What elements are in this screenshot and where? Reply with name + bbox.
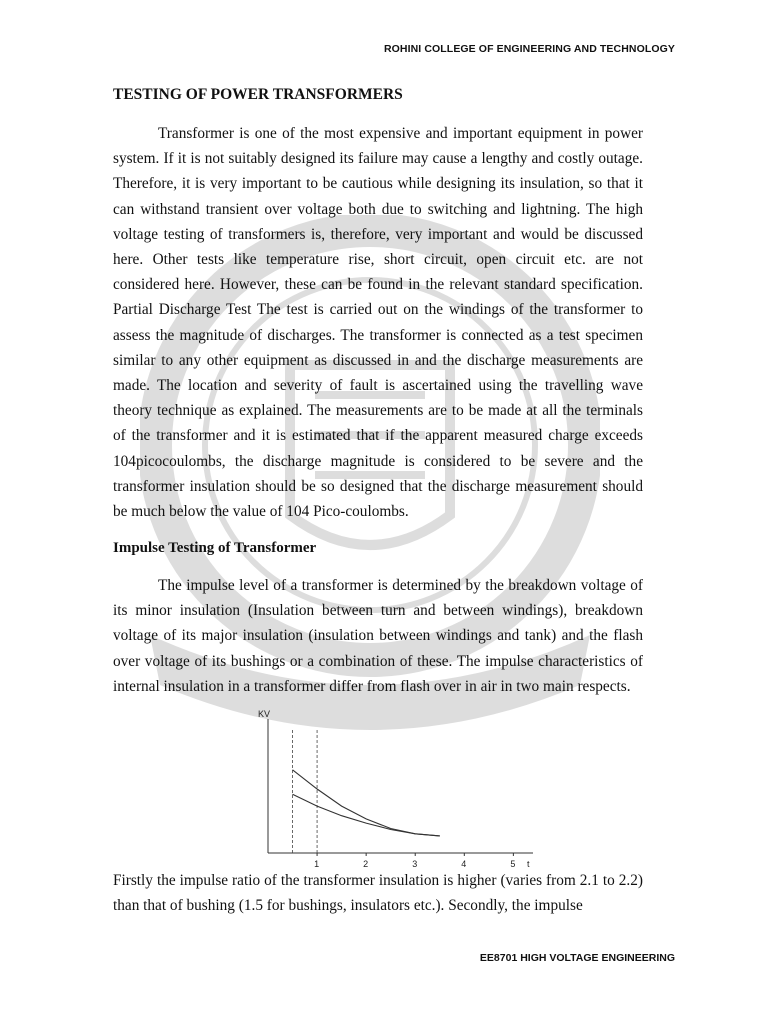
x-tick-label: 2 <box>363 859 369 869</box>
series-line-1 <box>293 770 440 836</box>
page-title: TESTING OF POWER TRANSFORMERS <box>113 86 403 103</box>
chart-svg <box>236 710 536 870</box>
x-tick-label: 3 <box>412 859 418 869</box>
x-axis-label: t <box>527 859 530 869</box>
section-heading: Impulse Testing of Transformer <box>113 540 317 556</box>
y-axis-label: KV <box>258 710 271 719</box>
x-tick-label: 1 <box>314 859 320 869</box>
series-line-2 <box>293 794 440 836</box>
paragraph-impulse: The impulse level of a transformer is determined by the breakdown voltage of its minor insulation (Insulation between turn and between windings), breakdown voltage of its major insulation (insulation between windings and tank) and the flash over voltage of its bushings or a combination of these. The impulse characteristics of internal insulation in a transformer differ from flash over in air in two main respects. <box>113 577 643 695</box>
page-footer: EE8701 HIGH VOLTAGE ENGINEERING <box>479 952 675 964</box>
x-tick-label: 5 <box>510 859 516 869</box>
page-header: ROHINI COLLEGE OF ENGINEERING AND TECHNOLOGY <box>383 43 675 55</box>
impulse-chart <box>236 710 536 870</box>
paragraph-ratio: Firstly the impulse ratio of the transformer insulation is higher (varies from 2.1 to 2.2) than that of bushing (1.5 for bushings, insulators etc.). Secondly, the impulse <box>113 872 643 915</box>
x-tick-label: 4 <box>461 859 467 869</box>
paragraph-intro: Transformer is one of the most expensive and important equipment in power system. If it is not suitably designed its failure may cause a lengthy and costly outage. Therefore, it is very important to be cautious while designing its insulation, so that it can withstand transient over voltage both due to switching and lightning. The high voltage testing of transformers is, therefore, very important and would be discussed here. Other tests like temperature rise, short circuit, open circuit etc. are not considered here. However, these can be found in the relevant standard specification. Partial Discharge Test The test is carried out on the windings of the transformer to assess the magnitude of discharges. The transformer is connected as a test specimen similar to any other equipment as discussed in and the discharge measurements are made. The location and severity of fault is ascertained using the travelling wave theory technique as explained. The measurements are to be made at all the terminals of the transformer and it is estimated that if the apparent measured charge exceeds 104picocoulombs, the discharge magnitude is considered to be severe and the transformer insulation should be so designed that the discharge measurement should be much below the value of 104 Pico-coulombs. <box>113 125 643 521</box>
